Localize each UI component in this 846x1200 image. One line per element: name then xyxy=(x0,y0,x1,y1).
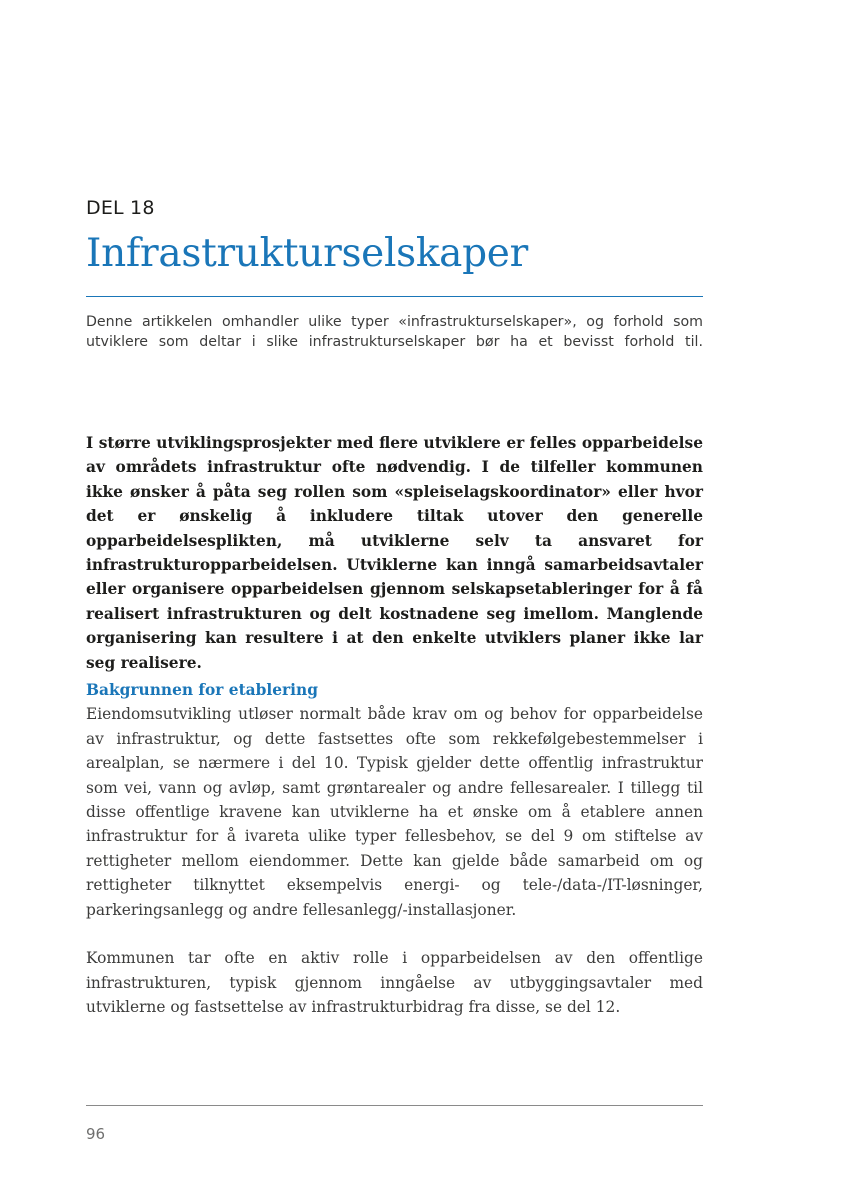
section-heading: Bakgrunnen for etablering xyxy=(86,681,318,699)
footer-divider xyxy=(86,1105,703,1106)
lead-paragraph: I større utviklingsprosjekter med flere utviklere er felles opparbeidelse av områdets infrastruktur ofte nødvendig. I de tilfeller kommunen ikke ønsker å påta seg rollen som «spleiselagskoordinator» eller hvor det er ønskelig å inkludere tiltak utover den generelle opparbeidelsesplikten, må utviklerne selv ta ansvaret for infrastrukturopparbeidelsen. Utviklerne kan inngå samarbeidsavtaler eller organisere opparbeidelsen gjennom selskapsetableringer for å få realisert infrastrukturen og delt kostnadene seg imellom. Manglende organisering kan resultere i at den enkelte utviklers planer ikke lar seg realisere. xyxy=(86,434,703,672)
title-divider xyxy=(86,296,703,297)
body-paragraph-1: Eiendomsutvikling utløser normalt både krav om og behov for opparbeidelse av infrastruktur, og dette fastsettes ofte som rekkefølgebestemmelser i arealplan, se nærmere i del 10. Typisk gjelder dette offentlig infrastruktur som vei, vann og avløp, samt grøntarealer og andre fellesarealer. I tillegg til disse offentlige kravene kan utviklerne ha et ønske om å etablere annen infrastruktur for å ivareta ulike typer fellesbehov, se del 9 om stiftelse av rettigheter mellom eiendommer. Dette kan gjelde både samarbeid om og rettigheter tilknyttet eksempelvis energi- og tele-/data-/IT-løsninger, parkeringsanlegg og andre fellesanlegg/-installasjoner. xyxy=(86,705,703,919)
page-title: Infrastrukturselskaper xyxy=(86,231,528,276)
page-number: 96 xyxy=(86,1125,106,1143)
section-background xyxy=(86,678,703,1020)
intro-text: Denne artikkelen omhandler ulike typer «infrastrukturselskaper», og forhold som utviklere som deltar i slike infrastrukturselskaper bør ha et bevisst forhold til. xyxy=(86,314,703,350)
body-paragraph-2: Kommunen tar ofte en aktiv rolle i opparbeidelsen av den offentlige infrastrukturen, typisk gjennom inngåelse av utbyggingsavtaler med utviklerne og fastsettelse av infrastrukturbidrag fra disse, se del 12. xyxy=(86,949,703,1017)
part-label: DEL 18 xyxy=(86,197,155,219)
document-page xyxy=(86,0,703,1200)
